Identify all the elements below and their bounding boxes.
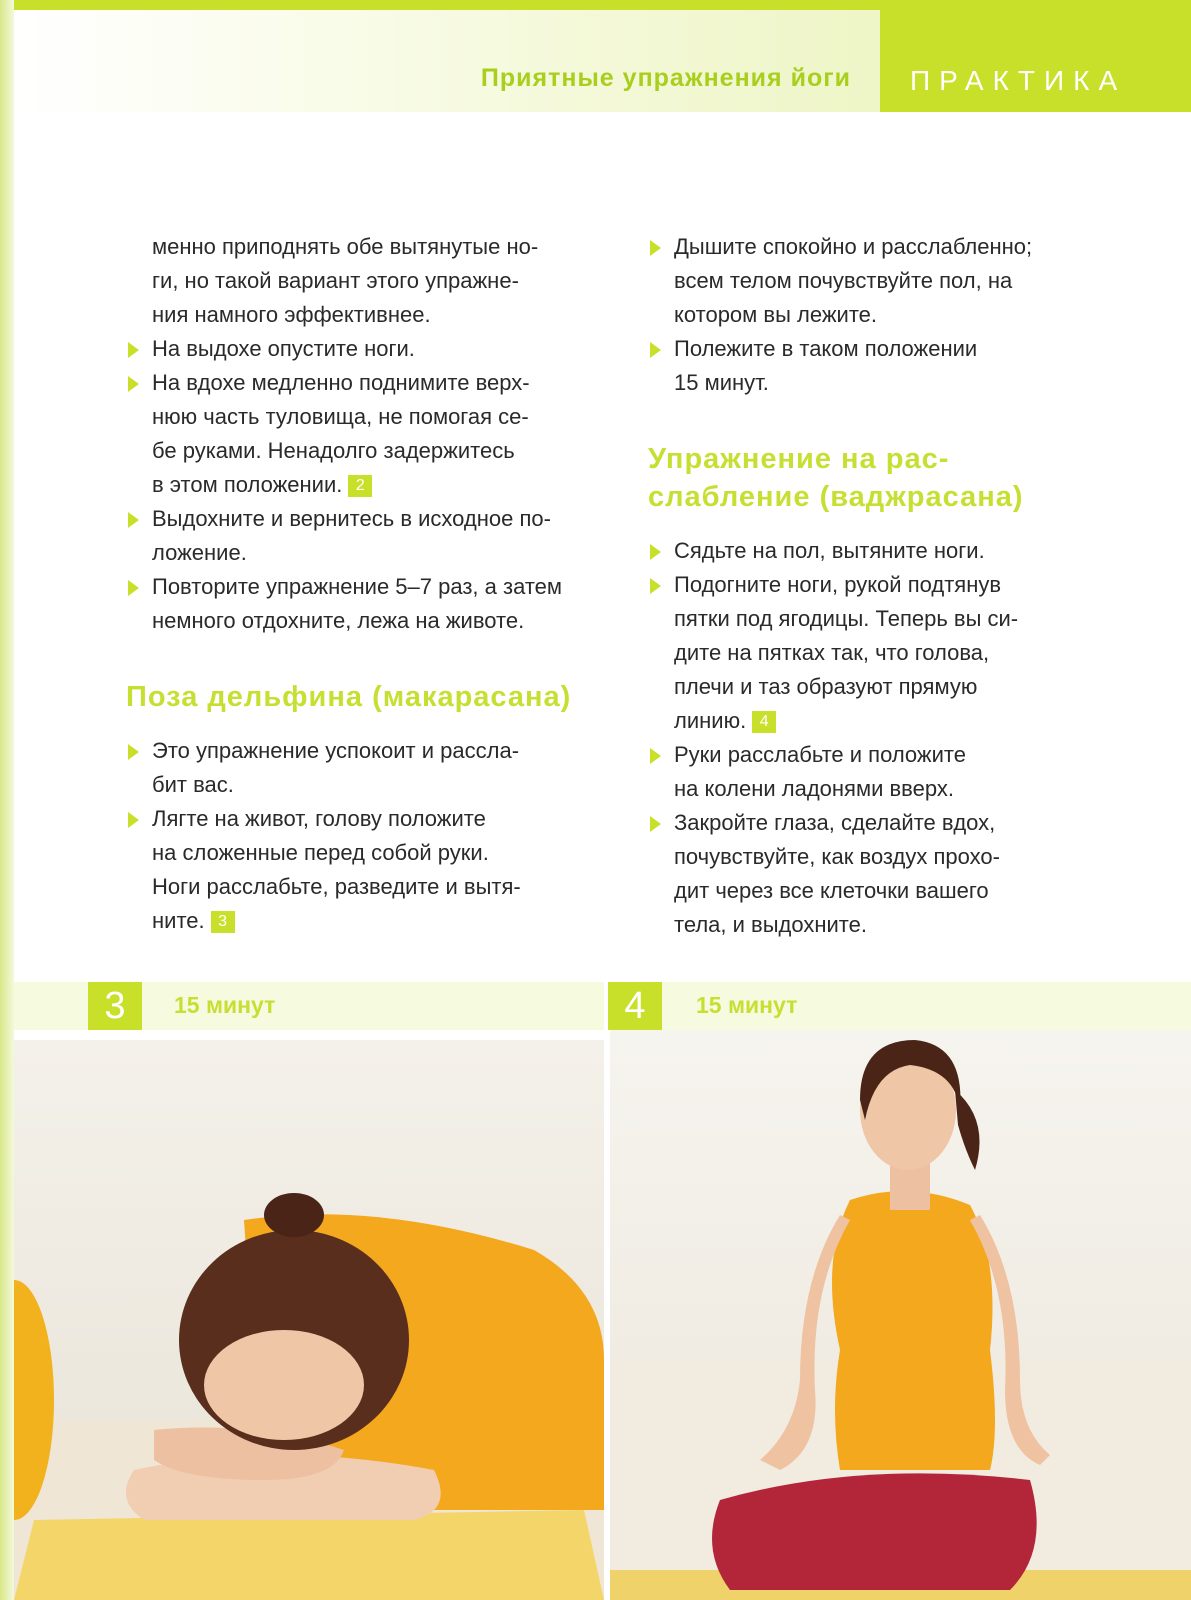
figure-duration-label: 15 минут	[696, 992, 798, 1018]
bullet-item: Повторите упражнение 5–7 раз, а затем немного отдохните, лежа на животе.	[126, 570, 606, 638]
figure-number: 4	[608, 982, 662, 1030]
section-heading: Упражнение на рас- слабление (ваджрасана)	[648, 443, 1024, 513]
bullet-item: Лягте на живот, голову положите на сложенные перед собой руки. Ноги расслабьте, разведите и вытя- ните. 3	[126, 802, 606, 938]
section-label: ПРАКТИКА	[910, 65, 1127, 96]
bullet-item: Закройте глаза, сделайте вдох, почувствуйте, как воздух прохо- дит через все клеточки вашего тела, и выдохните.	[648, 806, 1088, 942]
right-column	[648, 230, 1088, 942]
figure-ref-badge: 2	[348, 475, 372, 497]
top-accent-band	[0, 0, 1191, 10]
section-tab	[880, 10, 1191, 112]
photo-vajrasana-pose	[610, 1030, 1191, 1600]
dolphin-pose-illustration	[14, 1040, 604, 1600]
figure-duration-label: 15 минут	[174, 992, 276, 1018]
section-heading: Поза дельфина (макарасана)	[126, 681, 572, 713]
figure-ref-badge: 4	[752, 711, 776, 733]
bullet-item: Полежите в таком положении 15 минут.	[648, 332, 1088, 400]
bullet-item: Подогните ноги, рукой подтянув пятки под ягодицы. Теперь вы си- дите на пятках так, что голова, плечи и таз образуют прямую линию. 4	[648, 568, 1088, 738]
bullet-item: Руки расслабьте и положите на колени ладонями вверх.	[648, 738, 1088, 806]
vajrasana-pose-illustration	[610, 1030, 1191, 1600]
bullet-item: На вдохе медленно поднимите верх- нюю часть туловища, не помогая се- бе руками. Ненадолго задержитесь в этом положении. 2	[126, 366, 606, 502]
left-column	[126, 230, 606, 938]
bullet-item: Выдохните и вернитесь в исходное по- ложение.	[126, 502, 606, 570]
page-gutter	[0, 0, 14, 1600]
running-title: Приятные упражнения йоги	[480, 64, 851, 92]
header-band	[14, 10, 880, 112]
figure-number: 3	[88, 982, 142, 1030]
figure-ref-badge: 3	[211, 911, 235, 933]
bullet-item: Дышите спокойно и расслабленно; всем телом почувствуйте пол, на котором вы лежите.	[648, 230, 1088, 332]
continued-paragraph: менно приподнять обе вытянутые но- ги, но такой вариант этого упражне- ния намного эффективнее.	[152, 234, 539, 327]
photo-dolphin-pose	[14, 1040, 604, 1600]
bullet-item: На выдохе опустите ноги.	[126, 332, 606, 366]
bullet-item: Сядьте на пол, вытяните ноги.	[648, 534, 1088, 568]
bullet-item: Это упражнение успокоит и рассла- бит вас.	[126, 734, 606, 802]
